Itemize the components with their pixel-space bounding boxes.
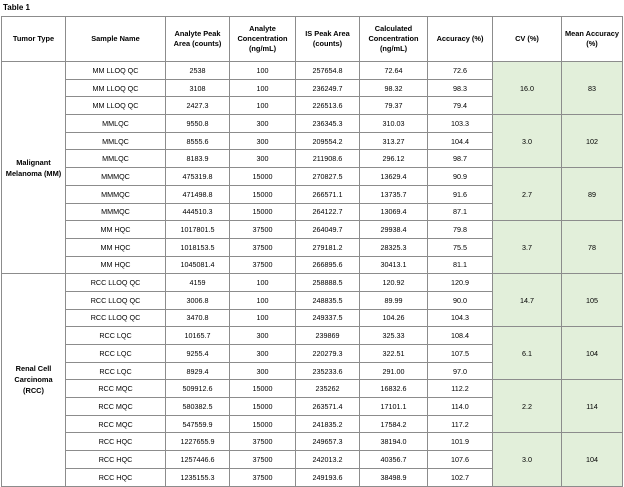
sample-name-cell: MMLQC — [66, 132, 166, 150]
analyte-concentration-cell: 300 — [230, 150, 296, 168]
mean-accuracy-cell: 105 — [562, 274, 623, 327]
analyte-peak-area-cell: 4159 — [166, 274, 230, 292]
is-peak-area-cell: 226513.6 — [296, 97, 360, 115]
accuracy-cell: 107.5 — [428, 345, 493, 363]
is-peak-area-cell: 248835.5 — [296, 291, 360, 309]
table-row — [2, 274, 623, 292]
calculated-concentration-cell: 72.64 — [360, 62, 428, 80]
tumor-type-cell: Malignant Melanoma (MM) — [2, 62, 66, 274]
accuracy-cell: 107.6 — [428, 451, 493, 469]
analyte-peak-area-cell: 9255.4 — [166, 345, 230, 363]
analyte-peak-area-cell: 2538 — [166, 62, 230, 80]
analyte-concentration-cell: 37500 — [230, 238, 296, 256]
is-peak-area-cell: 266895.6 — [296, 256, 360, 274]
accuracy-cell: 114.0 — [428, 398, 493, 416]
analyte-peak-area-cell: 10165.7 — [166, 327, 230, 345]
calculated-concentration-cell: 322.51 — [360, 345, 428, 363]
header-sample-name: Sample Name — [66, 17, 166, 62]
accuracy-cell: 90.9 — [428, 168, 493, 186]
analyte-concentration-cell: 37500 — [230, 451, 296, 469]
is-peak-area-cell: 236345.3 — [296, 115, 360, 133]
accuracy-cell: 97.0 — [428, 362, 493, 380]
table-row — [2, 62, 623, 80]
analyte-peak-area-cell: 1017801.5 — [166, 221, 230, 239]
accuracy-cell: 87.1 — [428, 203, 493, 221]
cv-cell: 2.7 — [493, 168, 562, 221]
header-calculated-concentration: Calculated Concentration (ng/mL) — [360, 17, 428, 62]
header-analyte-peak-area: Analyte Peak Area (counts) — [166, 17, 230, 62]
is-peak-area-cell: 241835.2 — [296, 415, 360, 433]
table-row — [2, 380, 623, 398]
cv-cell: 16.0 — [493, 62, 562, 115]
sample-name-cell: MMMQC — [66, 185, 166, 203]
calculated-concentration-cell: 98.32 — [360, 79, 428, 97]
analyte-concentration-cell: 100 — [230, 79, 296, 97]
sample-name-cell: MM HQC — [66, 256, 166, 274]
analyte-peak-area-cell: 1257446.6 — [166, 451, 230, 469]
accuracy-cell: 117.2 — [428, 415, 493, 433]
accuracy-cell: 112.2 — [428, 380, 493, 398]
accuracy-cell: 120.9 — [428, 274, 493, 292]
sample-name-cell: MM LLOQ QC — [66, 62, 166, 80]
sample-name-cell: MMMQC — [66, 168, 166, 186]
table-caption: Table 1 — [3, 3, 30, 12]
header-mean-accuracy: Mean Accuracy (%) — [562, 17, 623, 62]
calculated-concentration-cell: 89.99 — [360, 291, 428, 309]
analyte-concentration-cell: 100 — [230, 274, 296, 292]
mean-accuracy-cell: 104 — [562, 433, 623, 486]
mean-accuracy-cell: 78 — [562, 221, 623, 274]
is-peak-area-cell: 257654.8 — [296, 62, 360, 80]
is-peak-area-cell: 249657.3 — [296, 433, 360, 451]
calculated-concentration-cell: 30413.1 — [360, 256, 428, 274]
analyte-concentration-cell: 300 — [230, 132, 296, 150]
is-peak-area-cell: 239869 — [296, 327, 360, 345]
analyte-concentration-cell: 300 — [230, 115, 296, 133]
mean-accuracy-cell: 89 — [562, 168, 623, 221]
analyte-peak-area-cell: 475319.8 — [166, 168, 230, 186]
analyte-concentration-cell: 300 — [230, 362, 296, 380]
is-peak-area-cell: 279181.2 — [296, 238, 360, 256]
is-peak-area-cell: 211908.6 — [296, 150, 360, 168]
calculated-concentration-cell: 16832.6 — [360, 380, 428, 398]
calculated-concentration-cell: 29938.4 — [360, 221, 428, 239]
analyte-concentration-cell: 100 — [230, 62, 296, 80]
analyte-concentration-cell: 15000 — [230, 185, 296, 203]
sample-name-cell: MM LLOQ QC — [66, 97, 166, 115]
analyte-peak-area-cell: 3108 — [166, 79, 230, 97]
analyte-peak-area-cell: 547559.9 — [166, 415, 230, 433]
calculated-concentration-cell: 40356.7 — [360, 451, 428, 469]
calculated-concentration-cell: 28325.3 — [360, 238, 428, 256]
accuracy-cell: 98.3 — [428, 79, 493, 97]
sample-name-cell: RCC MQC — [66, 415, 166, 433]
is-peak-area-cell: 242013.2 — [296, 451, 360, 469]
header-analyte-concentration: Analyte Concentration (ng/mL) — [230, 17, 296, 62]
accuracy-cell: 81.1 — [428, 256, 493, 274]
calculated-concentration-cell: 313.27 — [360, 132, 428, 150]
sample-name-cell: MMLQC — [66, 115, 166, 133]
calculated-concentration-cell: 13629.4 — [360, 168, 428, 186]
analyte-peak-area-cell: 8929.4 — [166, 362, 230, 380]
table-row — [2, 115, 623, 133]
calculated-concentration-cell: 17584.2 — [360, 415, 428, 433]
is-peak-area-cell: 209554.2 — [296, 132, 360, 150]
cv-cell: 6.1 — [493, 327, 562, 380]
analyte-concentration-cell: 37500 — [230, 256, 296, 274]
is-peak-area-cell: 264122.7 — [296, 203, 360, 221]
analyte-concentration-cell: 15000 — [230, 415, 296, 433]
accuracy-cell: 102.7 — [428, 468, 493, 486]
sample-name-cell: RCC LQC — [66, 362, 166, 380]
cv-cell: 3.7 — [493, 221, 562, 274]
analyte-concentration-cell: 300 — [230, 327, 296, 345]
is-peak-area-cell: 249193.6 — [296, 468, 360, 486]
cv-cell: 14.7 — [493, 274, 562, 327]
sample-name-cell: RCC LLOQ QC — [66, 309, 166, 327]
sample-name-cell: MMLQC — [66, 150, 166, 168]
header-row — [2, 17, 623, 62]
is-peak-area-cell: 263571.4 — [296, 398, 360, 416]
calculated-concentration-cell: 13069.4 — [360, 203, 428, 221]
sample-name-cell: RCC LLOQ QC — [66, 274, 166, 292]
header-is-peak-area: IS Peak Area (counts) — [296, 17, 360, 62]
table-row — [2, 327, 623, 345]
accuracy-cell: 104.4 — [428, 132, 493, 150]
analyte-peak-area-cell: 1045081.4 — [166, 256, 230, 274]
analyte-concentration-cell: 100 — [230, 309, 296, 327]
sample-name-cell: MMMQC — [66, 203, 166, 221]
is-peak-area-cell: 235233.6 — [296, 362, 360, 380]
sample-name-cell: RCC HQC — [66, 451, 166, 469]
analyte-peak-area-cell: 1227655.9 — [166, 433, 230, 451]
sample-name-cell: RCC HQC — [66, 468, 166, 486]
qc-results-table — [1, 16, 623, 487]
is-peak-area-cell: 220279.3 — [296, 345, 360, 363]
table-body — [2, 62, 623, 487]
sample-name-cell: RCC MQC — [66, 380, 166, 398]
analyte-peak-area-cell: 471498.8 — [166, 185, 230, 203]
analyte-peak-area-cell: 9550.8 — [166, 115, 230, 133]
analyte-concentration-cell: 15000 — [230, 380, 296, 398]
analyte-peak-area-cell: 509912.6 — [166, 380, 230, 398]
analyte-peak-area-cell: 8183.9 — [166, 150, 230, 168]
accuracy-cell: 75.5 — [428, 238, 493, 256]
header-tumor-type: Tumor Type — [2, 17, 66, 62]
analyte-peak-area-cell: 8555.6 — [166, 132, 230, 150]
accuracy-cell: 79.4 — [428, 97, 493, 115]
is-peak-area-cell: 235262 — [296, 380, 360, 398]
analyte-peak-area-cell: 1235155.3 — [166, 468, 230, 486]
mean-accuracy-cell: 104 — [562, 327, 623, 380]
accuracy-cell: 108.4 — [428, 327, 493, 345]
accuracy-cell: 79.8 — [428, 221, 493, 239]
analyte-concentration-cell: 100 — [230, 97, 296, 115]
analyte-peak-area-cell: 2427.3 — [166, 97, 230, 115]
accuracy-cell: 103.3 — [428, 115, 493, 133]
analyte-concentration-cell: 15000 — [230, 168, 296, 186]
sample-name-cell: MM HQC — [66, 221, 166, 239]
analyte-concentration-cell: 300 — [230, 345, 296, 363]
table-row — [2, 221, 623, 239]
analyte-peak-area-cell: 3470.8 — [166, 309, 230, 327]
analyte-concentration-cell: 37500 — [230, 468, 296, 486]
is-peak-area-cell: 236249.7 — [296, 79, 360, 97]
cv-cell: 2.2 — [493, 380, 562, 433]
calculated-concentration-cell: 38498.9 — [360, 468, 428, 486]
is-peak-area-cell: 266571.1 — [296, 185, 360, 203]
analyte-peak-area-cell: 444510.3 — [166, 203, 230, 221]
analyte-concentration-cell: 37500 — [230, 433, 296, 451]
analyte-peak-area-cell: 580382.5 — [166, 398, 230, 416]
is-peak-area-cell: 249337.5 — [296, 309, 360, 327]
analyte-concentration-cell: 37500 — [230, 221, 296, 239]
table-row — [2, 433, 623, 451]
sample-name-cell: RCC HQC — [66, 433, 166, 451]
accuracy-cell: 98.7 — [428, 150, 493, 168]
accuracy-cell: 104.3 — [428, 309, 493, 327]
accuracy-cell: 101.9 — [428, 433, 493, 451]
analyte-concentration-cell: 15000 — [230, 203, 296, 221]
calculated-concentration-cell: 13735.7 — [360, 185, 428, 203]
accuracy-cell: 91.6 — [428, 185, 493, 203]
cv-cell: 3.0 — [493, 115, 562, 168]
analyte-peak-area-cell: 3006.8 — [166, 291, 230, 309]
calculated-concentration-cell: 296.12 — [360, 150, 428, 168]
tumor-type-cell: Renal Cell Carcinoma (RCC) — [2, 274, 66, 486]
sample-name-cell: RCC LLOQ QC — [66, 291, 166, 309]
sample-name-cell: MM LLOQ QC — [66, 79, 166, 97]
sample-name-cell: RCC LQC — [66, 327, 166, 345]
cv-cell: 3.0 — [493, 433, 562, 486]
sample-name-cell: MM HQC — [66, 238, 166, 256]
accuracy-cell: 72.6 — [428, 62, 493, 80]
calculated-concentration-cell: 79.37 — [360, 97, 428, 115]
header-accuracy: Accuracy (%) — [428, 17, 493, 62]
calculated-concentration-cell: 325.33 — [360, 327, 428, 345]
is-peak-area-cell: 270827.5 — [296, 168, 360, 186]
sample-name-cell: RCC MQC — [66, 398, 166, 416]
table-row — [2, 168, 623, 186]
analyte-concentration-cell: 15000 — [230, 398, 296, 416]
accuracy-cell: 90.0 — [428, 291, 493, 309]
calculated-concentration-cell: 310.03 — [360, 115, 428, 133]
mean-accuracy-cell: 114 — [562, 380, 623, 433]
mean-accuracy-cell: 102 — [562, 115, 623, 168]
calculated-concentration-cell: 120.92 — [360, 274, 428, 292]
is-peak-area-cell: 258888.5 — [296, 274, 360, 292]
analyte-peak-area-cell: 1018153.5 — [166, 238, 230, 256]
is-peak-area-cell: 264049.7 — [296, 221, 360, 239]
header-cv: CV (%) — [493, 17, 562, 62]
calculated-concentration-cell: 291.00 — [360, 362, 428, 380]
mean-accuracy-cell: 83 — [562, 62, 623, 115]
sample-name-cell: RCC LQC — [66, 345, 166, 363]
calculated-concentration-cell: 17101.1 — [360, 398, 428, 416]
calculated-concentration-cell: 104.26 — [360, 309, 428, 327]
analyte-concentration-cell: 100 — [230, 291, 296, 309]
calculated-concentration-cell: 38194.0 — [360, 433, 428, 451]
